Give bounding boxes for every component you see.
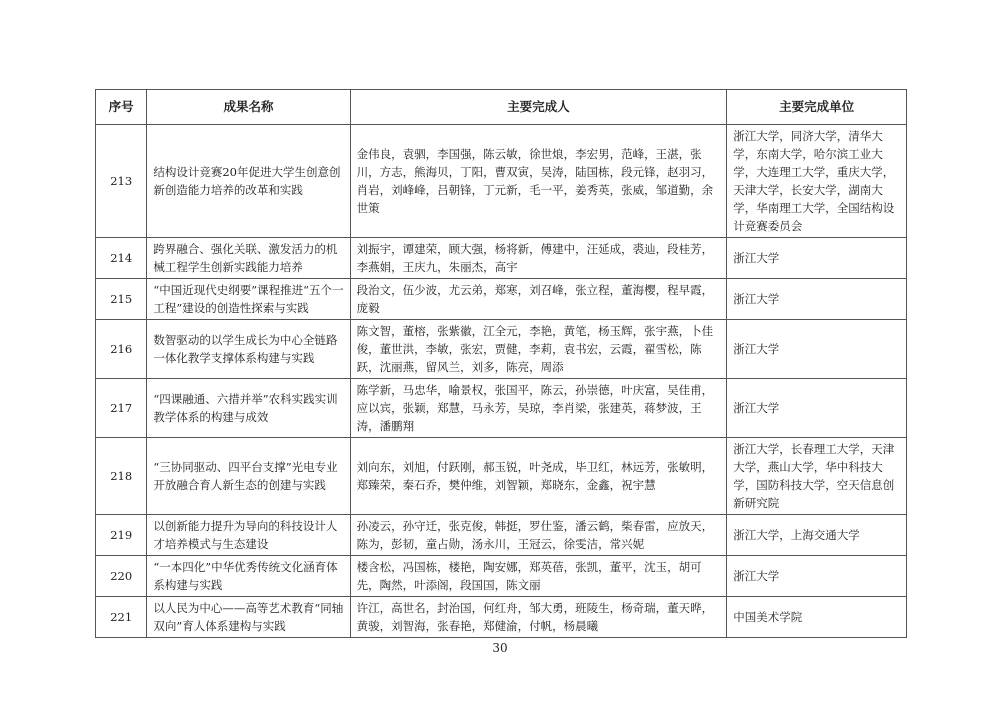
achievement-title: 以人民为中心——高等艺术教育“同轴双向”育人体系建构与实践 [147, 597, 350, 638]
contributors: 许江，高世名，封治国，何红舟，邹大勇，班陵生，杨奇瑞，董天晔，黄骏，刘智海，张春艳，郑健渝，付帆，杨晨曦 [350, 597, 727, 638]
units: 浙江大学 [727, 320, 907, 379]
table-row [96, 438, 907, 515]
serial-number: 214 [96, 238, 147, 279]
serial-number: 213 [96, 125, 147, 238]
serial-number: 220 [96, 556, 147, 597]
achievement-title: “三协同驱动、四平台支撑”光电专业开放融合育人新生态的创建与实践 [147, 438, 350, 515]
header-achievement-title: 成果名称 [147, 90, 350, 125]
serial-number: 215 [96, 279, 147, 320]
table-header-row [96, 90, 907, 125]
contributors: 段治文，伍少波，尤云弟，郑寒，刘召峰，张立程，董海樱，程早霞，庞毅 [350, 279, 727, 320]
serial-number: 218 [96, 438, 147, 515]
page-number: 30 [492, 641, 508, 655]
header-serial-number: 序号 [96, 90, 147, 125]
table-row [96, 238, 907, 279]
serial-number: 221 [96, 597, 147, 638]
units: 浙江大学 [727, 379, 907, 438]
achievement-title: 数智驱动的以学生成长为中心全链路一体化教学支撑体系构建与实践 [147, 320, 350, 379]
serial-number: 216 [96, 320, 147, 379]
achievement-title: “中国近现代史纲要”课程推进“五个一工程”建设的创造性探索与实践 [147, 279, 350, 320]
units: 浙江大学，同济大学，清华大学，东南大学，哈尔滨工业大学，大连理工大学，重庆大学，天津大学，长安大学，湖南大学，华南理工大学，全国结构设计竞赛委员会 [727, 125, 907, 238]
contributors: 金伟良，袁驷，李国强，陈云敏，徐世烺，李宏男，范峰，王湛，张川，方志，熊海贝，丁阳，曹双寅，吴涛，陆国栋，段元锋，赵羽习，肖岩，刘峰峰，吕朝锋，丁元新，毛一平，姜秀英，张威，邹道勤，余世策 [350, 125, 727, 238]
achievement-title: “四课融通、六措并举”农科实践实训教学体系的构建与成效 [147, 379, 350, 438]
achievement-title: 结构设计竞赛20年促进大学生创意创新创造能力培养的改革和实践 [147, 125, 350, 238]
table-row [96, 125, 907, 238]
achievement-title: 跨界融合、强化关联、激发活力的机械工程学生创新实践能力培养 [147, 238, 350, 279]
achievement-title: 以创新能力提升为导向的科技设计人才培养模式与生态建设 [147, 515, 350, 556]
contributors: 刘向东，刘旭，付跃刚，郝玉锐，叶尧成，毕卫红，林远芳，张敏明，郑臻荣，秦石乔，樊仲维，刘智颖，郑晓东，金鑫，祝宇慧 [350, 438, 727, 515]
table-row [96, 379, 907, 438]
serial-number: 219 [96, 515, 147, 556]
units: 浙江大学，长春理工大学，天津大学，燕山大学，华中科技大学，国防科技大学，空天信息创新研究院 [727, 438, 907, 515]
table-row [96, 279, 907, 320]
table-row [96, 320, 907, 379]
units: 浙江大学 [727, 279, 907, 320]
contributors: 陈文智，董榕，张紫徽，江全元，李艳，黄笔，杨玉辉，张宇燕，卜佳俊，董世洪，李敏，张宏，贾健，李莉，袁书宏，云霞，翟雪松，陈跃，沈丽燕，留风兰，刘多，陈亮，周添 [350, 320, 727, 379]
table-row [96, 556, 907, 597]
contributors: 刘振宇，谭建荣，顾大强，杨将新，傅建中，汪延成，裘辿，段桂芳，李燕娟，王庆九，朱丽杰，高宇 [350, 238, 727, 279]
contributors: 楼含松，冯国栋，楼艳，陶安娜，郑英蓓，张凯，董平，沈玉，胡可先，陶然，叶添阁，段国国，陈文丽 [350, 556, 727, 597]
table-row [96, 515, 907, 556]
units: 浙江大学 [727, 556, 907, 597]
achievement-title: “一本四化”中华优秀传统文化涵育体系构建与实践 [147, 556, 350, 597]
units: 浙江大学，上海交通大学 [727, 515, 907, 556]
units: 中国美术学院 [727, 597, 907, 638]
header-main-contributors: 主要完成人 [350, 90, 727, 125]
achievements-table [95, 89, 907, 638]
table-row [96, 597, 907, 638]
header-main-units: 主要完成单位 [727, 90, 907, 125]
contributors: 孙凌云，孙守迁，张克俊，韩挺，罗仕鉴，潘云鹤，柴春雷，应放天，陈为，彭韧，童占勋，汤永川，王冠云，徐雯洁，常兴妮 [350, 515, 727, 556]
units: 浙江大学 [727, 238, 907, 279]
serial-number: 217 [96, 379, 147, 438]
contributors: 陈学新，马忠华，喻景权，张国平，陈云，孙崇德，叶庆富，吴佳甫，应以宾，张颖，郑慧，马永芳，吴琼，李肖梁，张建英，蒋梦波，王涛，潘鹏翔 [350, 379, 727, 438]
